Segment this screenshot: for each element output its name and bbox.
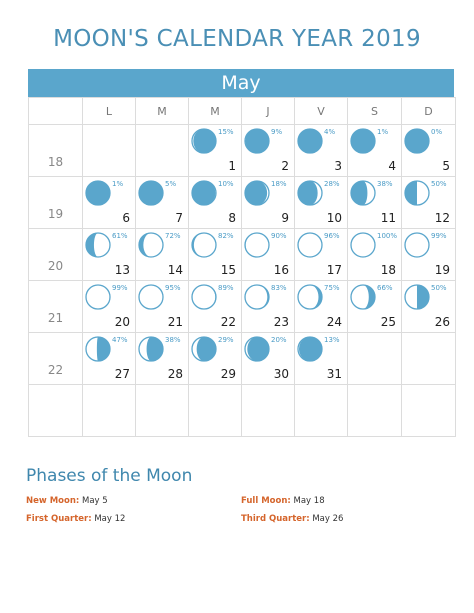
new-moon-value: May 5 xyxy=(81,496,108,506)
week-number-cell xyxy=(29,125,83,177)
moon-phase-icon xyxy=(404,284,430,310)
illumination-percent: 99% xyxy=(431,232,447,240)
moon-phase-icon xyxy=(244,128,270,154)
illumination-percent: 50% xyxy=(431,284,447,292)
week-row xyxy=(29,281,456,333)
illumination-percent: 75% xyxy=(324,284,340,292)
illumination-percent: 29% xyxy=(218,336,234,344)
illumination-percent: 20% xyxy=(271,336,287,344)
day-number: 10 xyxy=(326,211,342,225)
calendar-grid xyxy=(28,97,456,437)
day-number: 6 xyxy=(122,211,130,225)
illumination-percent: 5% xyxy=(165,180,177,188)
week-number: 18 xyxy=(47,155,64,169)
day-number: 25 xyxy=(380,315,396,329)
third-quarter-info xyxy=(241,514,343,524)
illumination-percent: 89% xyxy=(218,284,234,292)
day-cell xyxy=(402,177,456,229)
day-cell xyxy=(189,333,242,385)
day-number: 31 xyxy=(326,367,342,381)
day-number: 4 xyxy=(388,159,396,173)
week-number: 21 xyxy=(47,311,64,325)
day-number: 18 xyxy=(380,263,396,277)
day-number: 1 xyxy=(228,159,236,173)
weekday-label: M xyxy=(189,98,242,125)
day-number: 30 xyxy=(273,367,289,381)
moon-phase-icon xyxy=(138,232,164,258)
week-number-cell xyxy=(29,177,83,229)
illumination-percent: 13% xyxy=(324,336,340,344)
weekday-label: S xyxy=(348,98,402,125)
illumination-percent: 100% xyxy=(377,232,398,240)
day-cell xyxy=(402,125,456,177)
day-number: 12 xyxy=(434,211,450,225)
moon-phase-icon xyxy=(350,180,376,206)
illumination-percent: 96% xyxy=(324,232,340,240)
day-number: 27 xyxy=(114,367,130,381)
moon-phase-icon xyxy=(350,128,376,154)
day-cell xyxy=(83,281,136,333)
empty-day-cell xyxy=(83,125,136,177)
weekday-header-row xyxy=(29,98,456,125)
day-number: 2 xyxy=(281,159,289,173)
illumination-percent: 61% xyxy=(112,232,128,240)
illumination-percent: 15% xyxy=(218,128,234,136)
day-number: 28 xyxy=(167,367,183,381)
page-title: MOON'S CALENDAR YEAR 2019 xyxy=(53,26,421,52)
day-number: 23 xyxy=(273,315,289,329)
day-cell xyxy=(295,229,348,281)
moon-phase-icon xyxy=(85,180,111,206)
illumination-percent: 90% xyxy=(271,232,287,240)
day-cell xyxy=(348,177,402,229)
third-quarter-value: May 26 xyxy=(312,514,344,524)
week-row xyxy=(29,333,456,385)
moon-phase-icon xyxy=(138,284,164,310)
week-row xyxy=(29,229,456,281)
moon-phase-icon xyxy=(191,232,217,258)
weekday-corner xyxy=(29,98,83,125)
empty-day-cell xyxy=(189,385,242,437)
illumination-percent: 0% xyxy=(431,128,443,136)
week-row xyxy=(29,125,456,177)
moon-phase-icon xyxy=(297,284,323,310)
illumination-percent: 10% xyxy=(218,180,234,188)
day-cell xyxy=(136,281,189,333)
day-cell xyxy=(348,125,402,177)
moon-phase-icon xyxy=(191,128,217,154)
illumination-percent: 38% xyxy=(165,336,181,344)
moon-phase-icon xyxy=(85,232,111,258)
day-number: 8 xyxy=(228,211,236,225)
day-cell xyxy=(402,229,456,281)
week-number: 20 xyxy=(47,259,64,273)
moon-phase-icon xyxy=(85,284,111,310)
full-moon-label: Full Moon: xyxy=(241,496,291,506)
illumination-percent: 1% xyxy=(377,128,389,136)
moon-phase-icon xyxy=(138,336,164,362)
weekday-label: V xyxy=(295,98,348,125)
weekday-label: M xyxy=(136,98,189,125)
day-number: 3 xyxy=(334,159,342,173)
day-cell xyxy=(242,333,295,385)
moon-phase-icon xyxy=(85,336,111,362)
month-header: May xyxy=(28,69,454,97)
day-cell xyxy=(295,333,348,385)
moon-phase-icon xyxy=(244,232,270,258)
illumination-percent: 18% xyxy=(271,180,287,188)
moon-phase-icon xyxy=(297,336,323,362)
illumination-percent: 99% xyxy=(112,284,128,292)
day-number: 13 xyxy=(114,263,130,277)
third-quarter-label: Third Quarter: xyxy=(241,514,310,524)
weekday-label: L xyxy=(83,98,136,125)
empty-day-cell xyxy=(348,385,402,437)
day-cell xyxy=(402,281,456,333)
empty-day-cell xyxy=(295,385,348,437)
day-cell xyxy=(295,281,348,333)
day-number: 19 xyxy=(434,263,450,277)
week-number-cell xyxy=(29,281,83,333)
first-quarter-info xyxy=(26,514,125,524)
weekday-label: D xyxy=(402,98,456,125)
calendar xyxy=(28,69,454,437)
moon-phase-icon xyxy=(297,232,323,258)
day-number: 22 xyxy=(220,315,236,329)
moon-phase-icon xyxy=(297,180,323,206)
new-moon-info xyxy=(26,496,108,506)
moon-phase-icon xyxy=(350,284,376,310)
moon-phase-icon xyxy=(404,232,430,258)
day-number: 11 xyxy=(380,211,396,225)
moon-phase-icon xyxy=(244,336,270,362)
empty-day-cell xyxy=(242,385,295,437)
first-quarter-value: May 12 xyxy=(94,514,126,524)
day-number: 24 xyxy=(326,315,342,329)
day-number: 14 xyxy=(167,263,183,277)
moon-phase-icon xyxy=(191,284,217,310)
illumination-percent: 50% xyxy=(431,180,447,188)
day-number: 9 xyxy=(281,211,289,225)
illumination-percent: 4% xyxy=(324,128,336,136)
day-number: 16 xyxy=(273,263,289,277)
day-cell xyxy=(83,229,136,281)
full-moon-value: May 18 xyxy=(293,496,325,506)
illumination-percent: 47% xyxy=(112,336,128,344)
day-number: 29 xyxy=(220,367,236,381)
day-cell xyxy=(189,125,242,177)
moon-phase-icon xyxy=(404,128,430,154)
empty-day-cell xyxy=(348,333,402,385)
moon-phase-icon xyxy=(191,336,217,362)
empty-day-cell xyxy=(402,385,456,437)
illumination-percent: 1% xyxy=(112,180,124,188)
day-number: 21 xyxy=(167,315,183,329)
week-number-cell xyxy=(29,229,83,281)
illumination-percent: 72% xyxy=(165,232,181,240)
day-cell xyxy=(189,281,242,333)
day-cell xyxy=(348,229,402,281)
day-cell xyxy=(136,229,189,281)
illumination-percent: 38% xyxy=(377,180,393,188)
illumination-percent: 66% xyxy=(377,284,393,292)
day-cell xyxy=(136,177,189,229)
day-cell xyxy=(83,333,136,385)
day-cell xyxy=(348,281,402,333)
empty-day-cell xyxy=(136,125,189,177)
day-cell xyxy=(136,333,189,385)
week-number: 19 xyxy=(47,207,64,221)
day-number: 7 xyxy=(175,211,183,225)
illumination-percent: 82% xyxy=(218,232,234,240)
moon-phase-icon xyxy=(191,180,217,206)
moon-phase-icon xyxy=(350,232,376,258)
empty-day-cell xyxy=(402,333,456,385)
empty-day-cell xyxy=(136,385,189,437)
day-cell xyxy=(242,177,295,229)
moon-phase-icon xyxy=(138,180,164,206)
day-number: 5 xyxy=(442,159,450,173)
week-number-cell xyxy=(29,333,83,385)
week-number-cell xyxy=(29,385,83,437)
moon-phase-icon xyxy=(244,284,270,310)
phases-title: Phases of the Moon xyxy=(26,466,193,486)
moon-phase-icon xyxy=(244,180,270,206)
day-cell xyxy=(242,125,295,177)
day-number: 15 xyxy=(220,263,236,277)
illumination-percent: 28% xyxy=(324,180,340,188)
moon-phase-icon xyxy=(297,128,323,154)
weekday-label: J xyxy=(242,98,295,125)
first-quarter-label: First Quarter: xyxy=(26,514,92,524)
day-number: 26 xyxy=(434,315,450,329)
moon-phase-icon xyxy=(404,180,430,206)
day-number: 20 xyxy=(114,315,130,329)
illumination-percent: 9% xyxy=(271,128,283,136)
illumination-percent: 83% xyxy=(271,284,287,292)
day-cell xyxy=(295,177,348,229)
day-number: 17 xyxy=(326,263,342,277)
day-cell xyxy=(242,281,295,333)
day-cell xyxy=(189,229,242,281)
day-cell xyxy=(189,177,242,229)
day-cell xyxy=(295,125,348,177)
day-cell xyxy=(242,229,295,281)
week-row xyxy=(29,385,456,437)
week-number: 22 xyxy=(47,363,64,377)
day-cell xyxy=(83,177,136,229)
illumination-percent: 95% xyxy=(165,284,181,292)
new-moon-label: New Moon: xyxy=(26,496,80,506)
week-row xyxy=(29,177,456,229)
calendar-body xyxy=(29,125,456,437)
full-moon-info xyxy=(241,496,325,506)
empty-day-cell xyxy=(83,385,136,437)
